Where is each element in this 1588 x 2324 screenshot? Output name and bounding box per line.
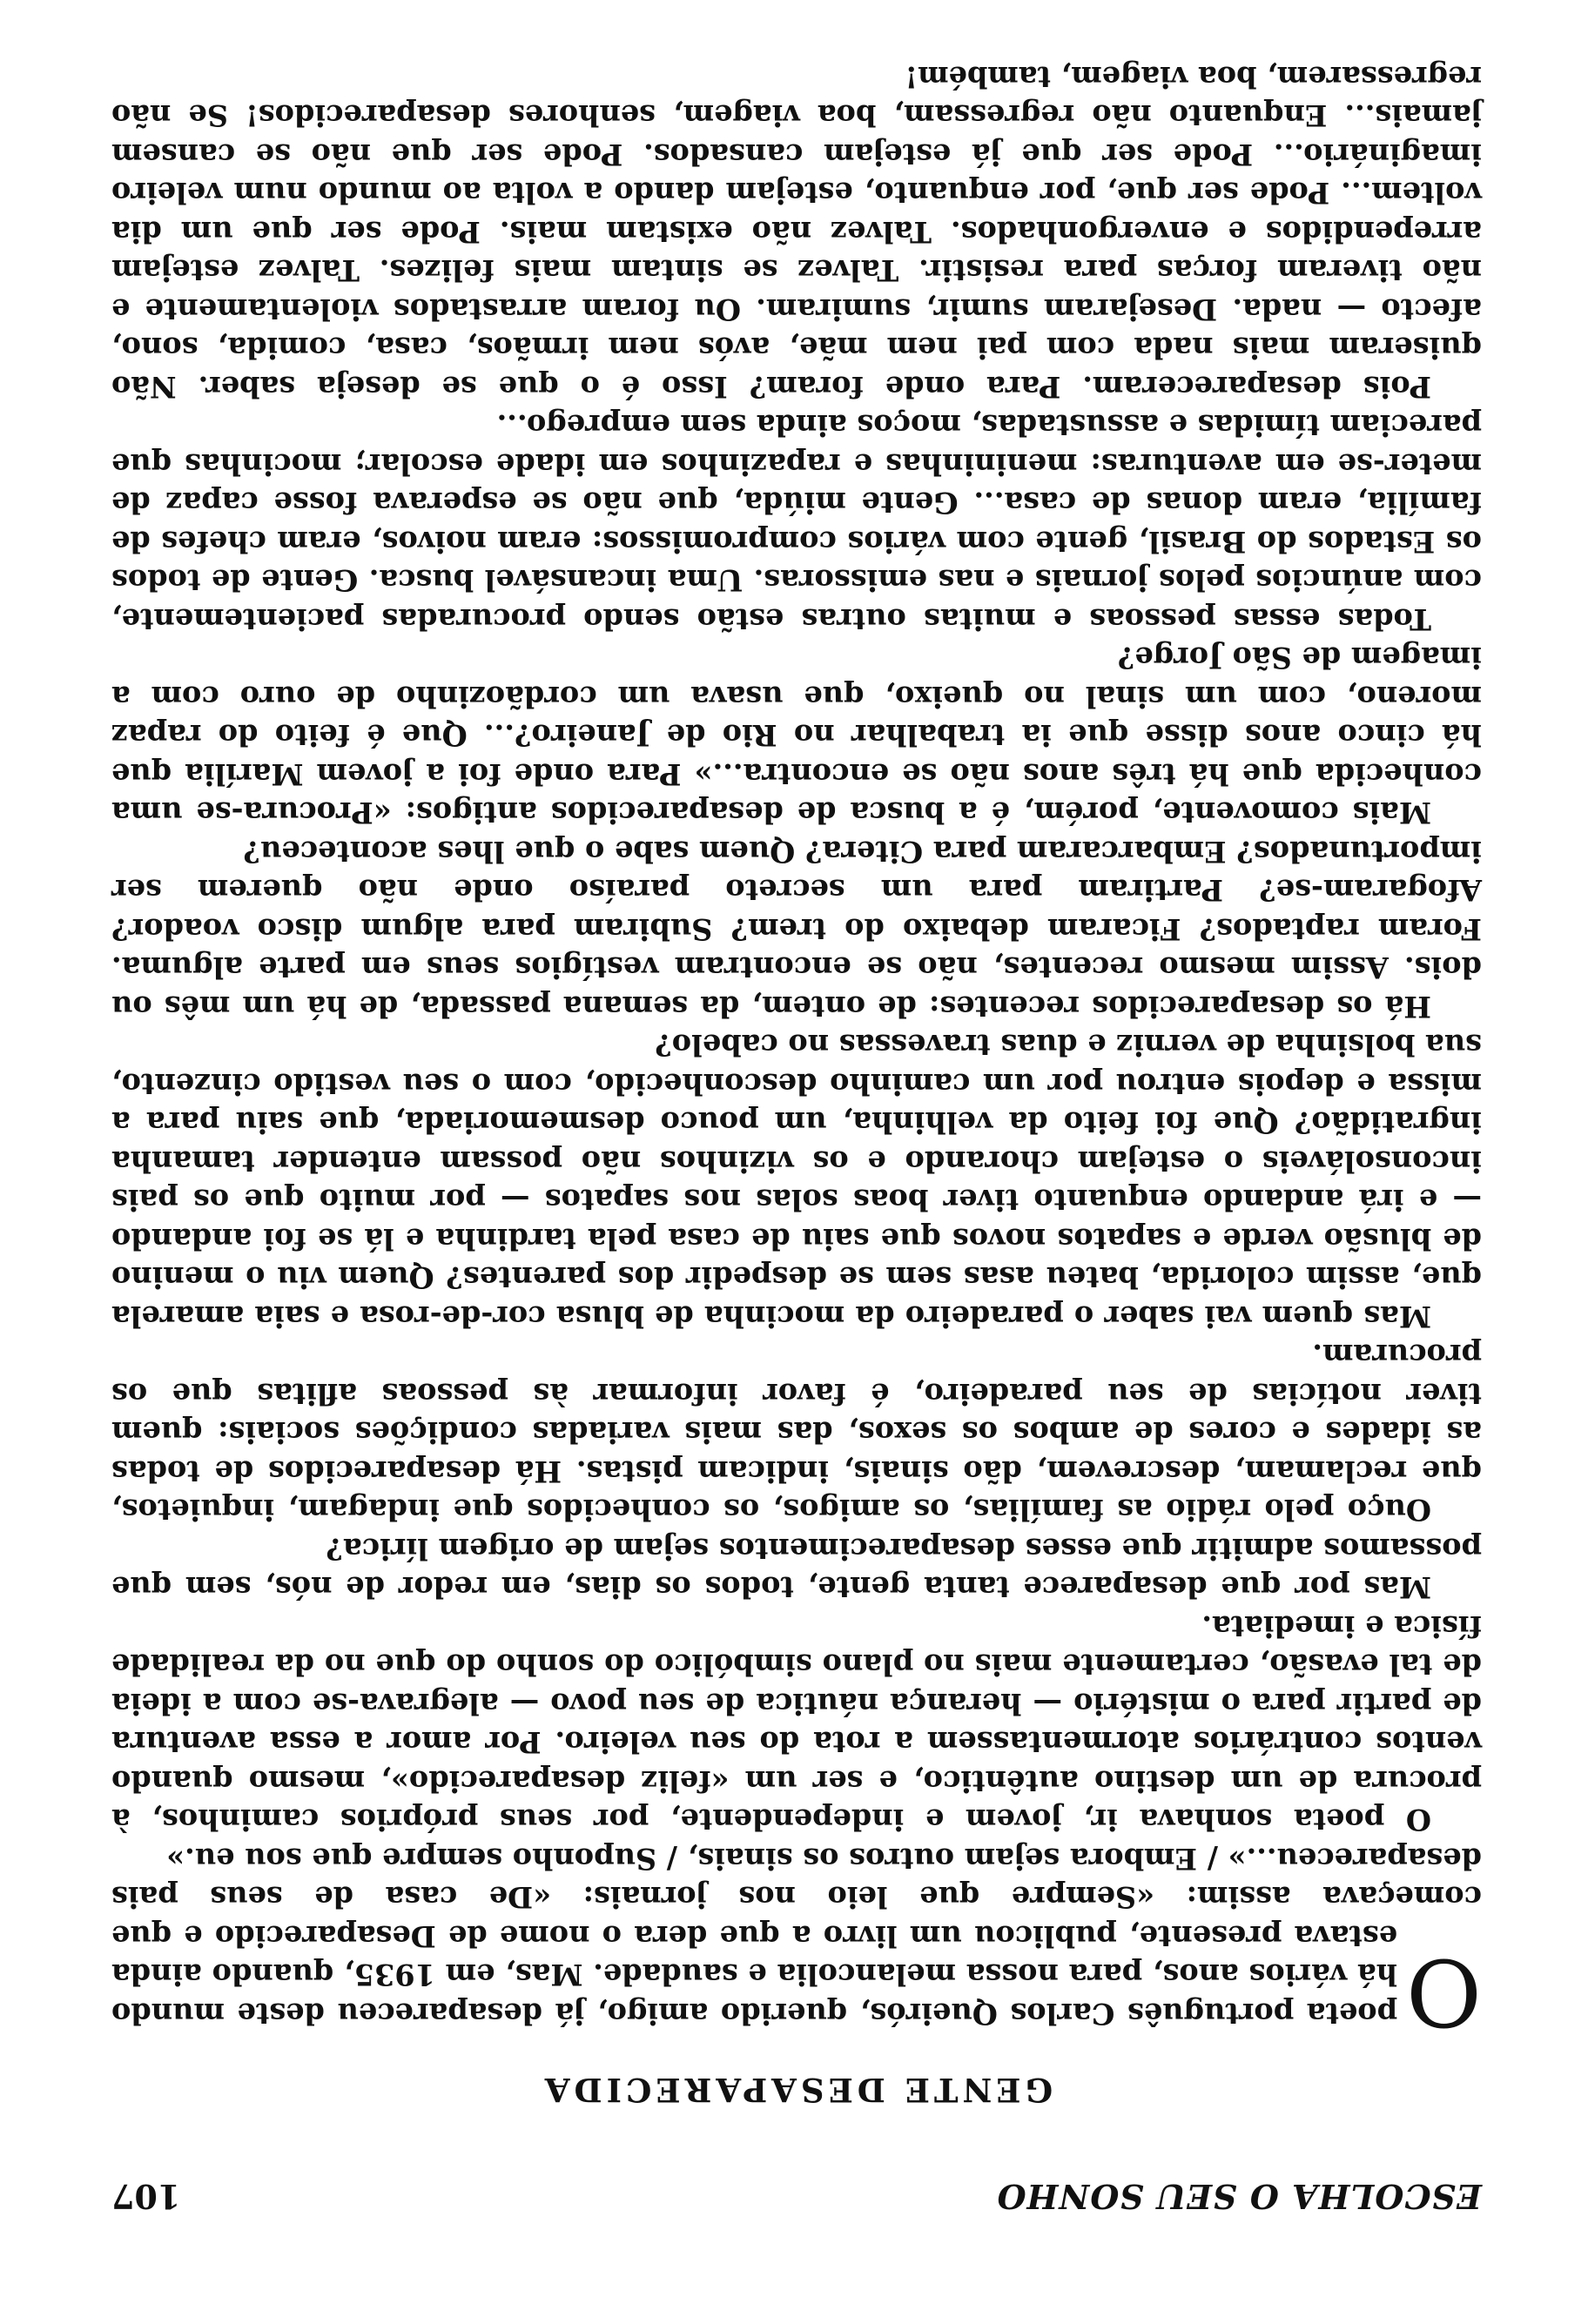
body-text: [111, 57, 1482, 2045]
paragraph-9: Pois desapareceram. Para onde foram? Isso é o que se deseja saber. Não quiseram mais nada com pai nem mãe, avós nem irmãos, casa, comida, sono, afecto — nada. Desejaram sumir, sumiram. Ou foram arrastados violentamente e não tiveram forças para resistir. Talvez se sintam mais felizes. Talvez estejam arrependidos e envergonhados. Talvez não existam mais. Pode ser que um dia voltem... Pode ser que, por enquanto, estejam dando a volta ao mundo num veleiro imaginário... Pode ser que já estejam cansados. Pode ser que não se cansem jamais... Enquanto não regressam, boa viagem, senhores desaparecidos! Se não regressarem, boa viagem, também!: [111, 60, 1482, 404]
paragraph-4: Ouço pelo rádio as famílias, os amigos, os conhecidos que indagam, inquietos, que reclamam, descrevem, dão sinais, indicam pistas. Há desaparecidos de todas as idades e cores de ambos os sexos, das mais variadas condições sociais: quem tiver notícias de seu paradeiro, é favor informar às pessoas aflitas que os procuram.: [111, 1338, 1482, 1528]
paragraph-5: Mas quem vai saber o paradeiro da mocinha de blusa cor-de-rosa e saia amarela que, assim colorida, bateu asas sem se despedir dos parentes? Quem viu o menino de blusão verde e sapatos novos que saiu de casa pela tardinha e lá se foi andando — e irá andando enquanto tiver boas solas nos sapatos — por muito que os pais inconsoláveis o estejam chorando e os vizinhos não possam entender tamanha ingratidão? Que foi feito da velhinha, um pouco desmemoriada, que saiu para a missa e depois entrou por um caminho desconhecido, com o seu vestido cinzento, sua bolsinha de verniz e duas travessas no cabelo?: [111, 1028, 1482, 1333]
paragraph-text: poeta português Carlos Queirós, querido amigo, já desapareceu deste mundo há vários anos, para nossa melancolia e saudade. Mas, em 1935, quando ainda estava presente, publicou um livro a que dera o nome de Desaparecido e que começava assim: «Sempre que leio nos jornais: «De casa de seus pais desapareceu...» / Embora sejam outros os sinais, / Suponho sempre que sou eu.»: [111, 1842, 1482, 2031]
running-title: ESCOLHA O SEU SONHO: [996, 2177, 1482, 2216]
chapter-title: GENTE DESAPARECIDA: [540, 2071, 1053, 2109]
paragraph-3: Mas por que desaparece tanta gente, todos os dias, em redor de nós, sem que possamos admitir que esses desaparecimentos sejam de origem lírica?: [111, 1532, 1482, 1605]
page-number: 107: [111, 2177, 181, 2216]
paragraph-7: Mais comovente, porém, é a busca de desaparecidos antigos: «Procura-se uma conhecida que há três anos não se encontra...» Para onde foi a jovem Marília que há cinco anos disse que ia trabalhar no Rio de Janeiro?... Que é feito do rapaz moreno, com um sinal no queixo, que usava um cordãozinho de ouro com a imagem de São Jorge?: [111, 641, 1482, 830]
running-head: [111, 2177, 1482, 2216]
paragraph-6: Há os desaparecidos recentes: de ontem, da semana passada, de há um mês ou dois. Assim mesmo recentes, não se encontram vestígios seus em parte alguma. Foram raptados? Ficaram debaixo do trem? Subiram para algum disco voador? Afogaram-se? Partiram para um secreto paraíso onde não querem ser importunados? Embarcaram para Citera? Quem sabe o que lhes aconteceu?: [111, 835, 1482, 1024]
drop-cap: O: [1406, 1938, 1482, 2045]
paragraph-1: [111, 1839, 1482, 2045]
paragraph-2: O poeta sonhava ir, jovem e independente, por seus próprios caminhos, à procura de um destino autêntico, e ser um «feliz desaparecido», mesmo quando ventos contrários atormentassem a rota do seu veleiro. Por amor a essa aventura de partir para o mistério — herança náutica de seu povo — alegrava-se com a ideia de tal evasão, certamente mais no plano simbólico do sonho do que no da realidade física e imediata.: [111, 1609, 1482, 1837]
paragraph-8: Todas essas pessoas e muitas outras estão sendo procuradas pacientemente, com anúncios pelos jornais e nas emissoras. Uma incansável busca. Gente de todos os Estados do Brasil, gente com vários compromissos: eram noivos, eram chefes de família, eram donas de casa... Gente miúda, que não se esperava fosse capaz de meter-se em aventuras: menininhas e rapazinhos em idade escolar; mocinhas que pareciam tímidas e assustadas, moços ainda sem emprego...: [111, 408, 1482, 636]
